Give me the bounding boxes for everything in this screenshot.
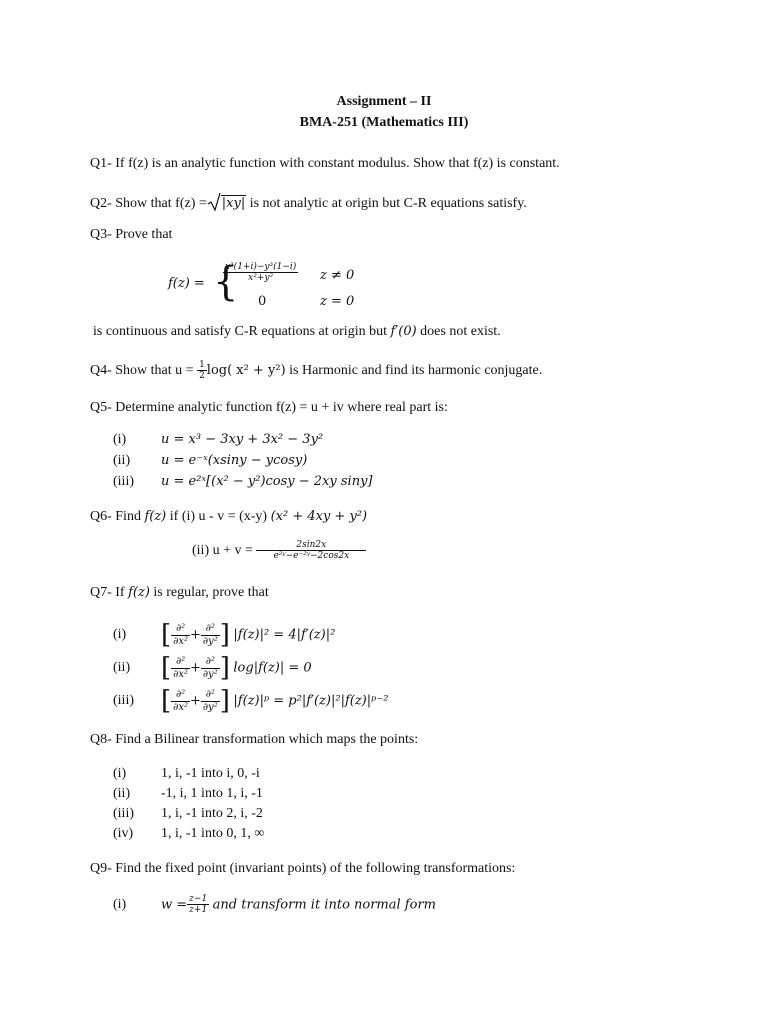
q9-suffix: and transform it into normal form	[212, 897, 436, 913]
question-6	[90, 509, 367, 525]
course-title: BMA-251 (Mathematics III)	[299, 115, 469, 130]
q6-ii-den: e²ʸ−e⁻²ʸ−2cos2x	[273, 551, 350, 562]
q5-item-1-num: (i)	[113, 432, 127, 447]
q2-radicand: |xy|	[221, 196, 246, 211]
q7-prefix: Q7- If	[90, 585, 125, 600]
q8-item-4-num: (iv)	[113, 826, 134, 841]
q8-item-3-num: (iii)	[113, 806, 134, 821]
q7-item-3-rhs: |f(z)|ᵖ = p²|f′(z)|²|f(z)|ᵖ⁻²	[233, 693, 389, 709]
q7-op-num: ∂²	[201, 689, 220, 702]
q7-item-1-rhs: |f(z)|² = 4|f′(z)|²	[233, 627, 336, 643]
q7-item-2-num: (ii)	[113, 660, 131, 675]
q6-expr: (x² + 4xy + y²)	[270, 509, 368, 524]
q7-op-den-y: ∂y²	[202, 635, 218, 647]
q7-item-1: (i) [ $\frac{\text{∂²}}{\text{∂x²}}$ + $\frac{\text{∂²}}{\text{∂y²}}$ ] |f(z)|² = 4|f′(z)|²	[113, 620, 336, 650]
question-3-intro: Q3- Prove that	[90, 227, 173, 242]
q8-item-1-num: (i)	[113, 766, 127, 781]
q8-item-1-text: 1, i, -1 into i, 0, -i	[161, 766, 260, 781]
q8-item-3-text: 1, i, -1 into 2, i, -2	[161, 806, 263, 821]
q5-item-2-expr: u = e⁻ˣ(xsiny − ycosy)	[161, 453, 308, 468]
q8-item-1	[113, 766, 260, 782]
q7-op-num: ∂²	[171, 623, 190, 636]
q3-outro-end: does not exist.	[420, 324, 501, 339]
q7-item-1-num: (i)	[113, 627, 127, 642]
q5-item-2	[113, 453, 307, 469]
q7-item-3: (iii) [ $\frac{\text{∂²}}{\text{∂x²}}$ + $\frac{\text{∂²}}{\text{∂y²}}$ ] |f(z)|ᵖ = p²|f′(z)|²|f(z)|ᵖ⁻²	[113, 686, 389, 716]
q6-fz: f(z)	[144, 509, 167, 524]
q9-frac-num: z−1	[189, 894, 208, 904]
q5-item-2-num: (ii)	[113, 453, 131, 468]
q6-ii-label: (ii) u + v =	[192, 543, 253, 559]
q2-prefix: Q2- Show that f(z) =	[90, 196, 207, 211]
q8-item-2	[113, 786, 263, 802]
question-8: Q8- Find a Bilinear transformation which maps the points:	[90, 732, 419, 747]
q4-frac-den: 2	[199, 371, 205, 382]
q7-op-den-x: ∂x²	[173, 635, 188, 647]
q7-fz: f(z)	[128, 585, 150, 600]
q2-suffix: is not analytic at origin but C-R equations satisfy.	[249, 196, 527, 211]
q7-op-den-x: ∂x²	[173, 701, 188, 713]
question-5: Q5- Determine analytic function f(z) = u + iv where real part is:	[90, 400, 448, 415]
q9-lhs: w =	[161, 897, 188, 913]
q4-frac-num: 1	[199, 360, 205, 370]
q6-prefix: Q6- Find	[90, 509, 141, 524]
q8-item-4-text: 1, i, -1 into 0, 1, ∞	[161, 826, 265, 841]
q7-op-num: ∂²	[171, 689, 190, 702]
q3-case1-frac	[223, 262, 298, 284]
q3-brace: {	[213, 259, 239, 305]
q8-item-2-text: -1, i, 1 into 1, i, -1	[161, 786, 263, 801]
q3-outro-text: is continuous and satisfy C-R equations at origin but	[93, 324, 387, 339]
q7-op-den-x: ∂x²	[173, 668, 188, 680]
q3-case2-val: 0	[258, 294, 267, 309]
sqrt-symbol	[207, 192, 221, 212]
q4-suffix: is Harmonic and find its harmonic conjugate.	[289, 363, 543, 379]
q8-item-3	[113, 806, 263, 822]
q3-lhs: f(z) =	[168, 276, 205, 291]
assignment-title: Assignment – II	[336, 94, 432, 109]
question-7	[90, 585, 269, 601]
q7-op-num: ∂²	[201, 656, 220, 669]
q6-part-ii	[192, 540, 366, 562]
q8-item-4	[113, 826, 264, 842]
q9-item-1-num: (i)	[113, 896, 127, 912]
question-1: Q1- If f(z) is an analytic function with constant modulus. Show that f(z) is constant.	[90, 156, 560, 171]
q6-ii-num: 2sin2x	[256, 540, 366, 551]
q7-op-den-y: ∂y²	[202, 701, 218, 713]
question-2	[90, 192, 527, 212]
q4-expr: log( x² + y²)	[206, 363, 286, 379]
q7-item-2: (ii) [ $\frac{\text{∂²}}{\text{∂x²}}$ + $\frac{\text{∂²}}{\text{∂y²}}$ ] log|f(z)| = 0	[113, 653, 312, 683]
q7-op-num: ∂²	[171, 656, 190, 669]
q3-case1-cond: z ≠ 0	[320, 268, 355, 283]
q9-item-1	[113, 894, 436, 916]
q3-outro-math: f′(0)	[390, 324, 417, 339]
q5-item-1-expr: u = x³ − 3xy + 3x² − 3y²	[161, 432, 324, 447]
question-3-outro	[93, 324, 501, 340]
question-4	[90, 360, 542, 382]
q3-case2-cond: z = 0	[320, 294, 355, 309]
q3-case1-num: x³(1+i)−y³(1−i)	[225, 262, 297, 272]
q3-case1-den: x²+y²	[248, 273, 274, 284]
q5-item-3-num: (iii)	[113, 474, 134, 489]
q9-frac-den: z+1	[189, 905, 208, 916]
q7-op-den-y: ∂y²	[202, 668, 218, 680]
q8-item-2-num: (ii)	[113, 786, 131, 801]
question-9: Q9- Find the fixed point (invariant points) of the following transformations:	[90, 861, 516, 876]
q4-prefix: Q4- Show that u =	[90, 363, 194, 379]
q7-suffix: is regular, prove that	[153, 585, 269, 600]
q5-item-3	[113, 474, 373, 490]
q6-mid: if (i) u - v = (x-y)	[169, 509, 268, 524]
q7-op-num: ∂²	[201, 623, 220, 636]
q7-item-2-rhs: log|f(z)| = 0	[233, 660, 312, 676]
q5-item-3-expr: u = e²ˣ[(x² − y²)cosy − 2xy siny]	[161, 474, 373, 489]
q5-item-1	[113, 432, 323, 448]
q7-item-3-num: (iii)	[113, 693, 134, 708]
